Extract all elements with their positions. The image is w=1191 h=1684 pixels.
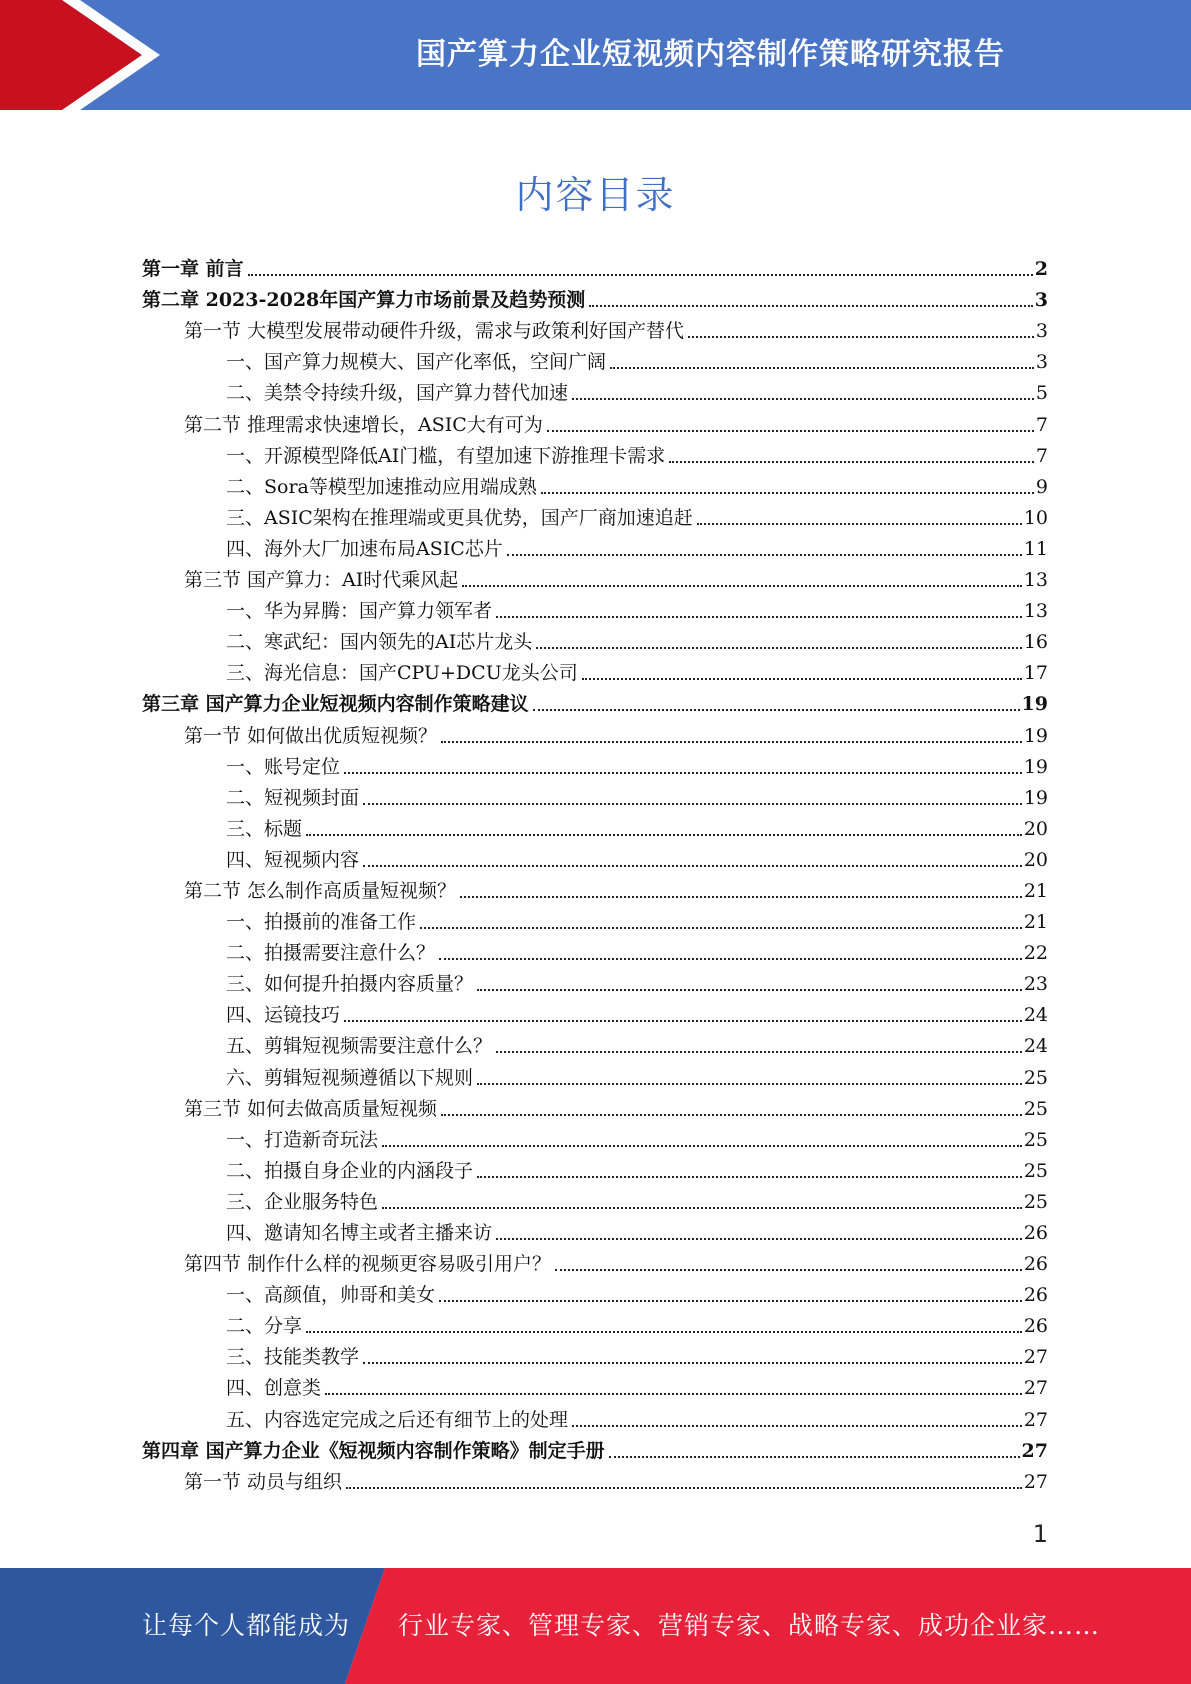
toc-entry-page: 19 bbox=[1021, 693, 1048, 716]
toc-dot-leader bbox=[477, 1073, 1022, 1085]
toc-subsection-entry[interactable] bbox=[142, 937, 1048, 968]
toc-dot-leader bbox=[582, 668, 1022, 680]
toc-dot-leader bbox=[439, 1290, 1022, 1302]
toc-dot-leader bbox=[477, 979, 1022, 991]
toc-entry-page: 23 bbox=[1023, 973, 1048, 996]
toc-entry-page: 20 bbox=[1023, 848, 1048, 871]
toc-entry-label: 第一节 如何做出优质短视频？ bbox=[184, 724, 438, 747]
toc-entry-page: 19 bbox=[1023, 786, 1048, 809]
toc-dot-leader bbox=[669, 451, 1034, 463]
toc-dot-leader bbox=[496, 1228, 1022, 1240]
toc-entry-page: 5 bbox=[1035, 382, 1048, 405]
toc-dot-leader bbox=[536, 637, 1022, 649]
toc-heading: 内容目录 bbox=[515, 173, 676, 217]
toc-subsection-entry[interactable] bbox=[142, 782, 1048, 813]
toc-entry-page: 24 bbox=[1023, 1004, 1048, 1027]
toc-dot-leader bbox=[460, 886, 1022, 898]
toc-chapter-entry[interactable] bbox=[142, 1435, 1048, 1466]
toc-entry-label: 四、短视频内容 bbox=[226, 848, 360, 871]
toc-subsection-entry[interactable] bbox=[142, 844, 1048, 875]
toc-entry-page: 7 bbox=[1035, 413, 1048, 436]
toc-entry-label: 第一节 大模型发展带动硬件升级，需求与政策利好国产替代 bbox=[184, 320, 685, 343]
footer-slogan-right: 行业专家、管理专家、营销专家、战略专家、成功企业家…… bbox=[398, 1611, 1101, 1640]
toc-subsection-entry[interactable] bbox=[142, 906, 1048, 937]
toc-entry-page: 25 bbox=[1023, 1159, 1048, 1182]
toc-entry-page: 19 bbox=[1023, 724, 1048, 747]
toc-entry-label: 四、海外大厂加速布局ASIC芯片 bbox=[226, 537, 503, 560]
toc-entry-page: 9 bbox=[1035, 475, 1048, 498]
toc-subsection-entry[interactable] bbox=[142, 471, 1048, 502]
toc-subsection-entry[interactable] bbox=[142, 813, 1048, 844]
toc-section-entry[interactable] bbox=[142, 1466, 1048, 1497]
table-of-contents bbox=[142, 253, 1048, 1497]
toc-entry-page: 16 bbox=[1023, 631, 1048, 654]
toc-dot-leader bbox=[541, 482, 1034, 494]
toc-entry-label: 二、短视频封面 bbox=[226, 786, 360, 809]
report-title: 国产算力企业短视频内容制作策略研究报告 bbox=[416, 37, 1005, 72]
toc-subsection-entry[interactable] bbox=[142, 440, 1048, 471]
toc-dot-leader bbox=[533, 699, 1020, 711]
toc-dot-leader bbox=[697, 513, 1022, 525]
page-number: 1 bbox=[1032, 1520, 1048, 1548]
toc-section-entry[interactable] bbox=[142, 564, 1048, 595]
toc-subsection-entry[interactable] bbox=[142, 1217, 1048, 1248]
toc-subsection-entry[interactable] bbox=[142, 346, 1048, 377]
toc-entry-page: 27 bbox=[1021, 1439, 1048, 1462]
toc-subsection-entry[interactable] bbox=[142, 1341, 1048, 1372]
toc-entry-page: 25 bbox=[1023, 1190, 1048, 1213]
toc-entry-page: 22 bbox=[1023, 942, 1048, 965]
toc-dot-leader bbox=[363, 793, 1022, 805]
toc-dot-leader bbox=[477, 1166, 1022, 1178]
toc-entry-label: 六、剪辑短视频遵循以下规则 bbox=[226, 1066, 474, 1089]
toc-entry-page: 27 bbox=[1023, 1377, 1048, 1400]
toc-entry-page: 17 bbox=[1023, 662, 1048, 685]
toc-dot-leader bbox=[496, 1041, 1022, 1053]
toc-dot-leader bbox=[346, 1477, 1022, 1489]
toc-entry-page: 20 bbox=[1023, 817, 1048, 840]
toc-subsection-entry[interactable] bbox=[142, 1030, 1048, 1061]
toc-entry-label: 三、标题 bbox=[226, 817, 303, 840]
toc-entry-label: 第一章 前言 bbox=[142, 258, 244, 281]
toc-subsection-entry[interactable] bbox=[142, 626, 1048, 657]
toc-entry-page: 25 bbox=[1023, 1066, 1048, 1089]
toc-dot-leader bbox=[547, 420, 1034, 432]
toc-entry-label: 第二节 推理需求快速增长，ASIC大有可为 bbox=[184, 413, 543, 436]
toc-entry-label: 一、拍摄前的准备工作 bbox=[226, 911, 417, 934]
toc-entry-page: 13 bbox=[1023, 569, 1048, 592]
toc-dot-leader bbox=[572, 1415, 1022, 1427]
toc-entry-label: 二、Sora等模型加速推动应用端成熟 bbox=[226, 475, 537, 498]
toc-dot-leader bbox=[441, 1104, 1022, 1116]
toc-dot-leader bbox=[363, 1352, 1022, 1364]
toc-chapter-entry[interactable] bbox=[142, 688, 1048, 719]
toc-entry-page: 13 bbox=[1023, 600, 1048, 623]
toc-subsection-entry[interactable] bbox=[142, 1279, 1048, 1310]
toc-entry-label: 三、技能类教学 bbox=[226, 1346, 360, 1369]
toc-subsection-entry[interactable] bbox=[142, 968, 1048, 999]
toc-section-entry[interactable] bbox=[142, 875, 1048, 906]
toc-entry-label: 第二节 怎么制作高质量短视频？ bbox=[184, 879, 457, 902]
toc-chapter-entry[interactable] bbox=[142, 253, 1048, 284]
toc-dot-leader bbox=[344, 1010, 1022, 1022]
toc-subsection-entry[interactable] bbox=[142, 1372, 1048, 1403]
toc-subsection-entry[interactable] bbox=[142, 657, 1048, 688]
toc-dot-leader bbox=[589, 295, 1033, 307]
toc-dot-leader bbox=[441, 731, 1022, 743]
toc-entry-page: 10 bbox=[1023, 506, 1048, 529]
toc-entry-page: 27 bbox=[1023, 1408, 1048, 1431]
toc-entry-page: 25 bbox=[1023, 1128, 1048, 1151]
toc-entry-label: 三、ASIC架构在推理端或更具优势，国产厂商加速追赶 bbox=[226, 506, 693, 529]
toc-entry-label: 二、拍摄自身企业的内涵段子 bbox=[226, 1159, 474, 1182]
toc-entry-page: 2 bbox=[1034, 258, 1048, 281]
toc-entry-page: 3 bbox=[1035, 320, 1048, 343]
toc-entry-label: 二、拍摄需要注意什么？ bbox=[226, 942, 436, 965]
toc-dot-leader bbox=[248, 264, 1033, 276]
toc-entry-page: 25 bbox=[1023, 1097, 1048, 1120]
toc-entry-page: 7 bbox=[1035, 444, 1048, 467]
toc-subsection-entry[interactable] bbox=[142, 751, 1048, 782]
toc-subsection-entry[interactable] bbox=[142, 1155, 1048, 1186]
footer-slogan-left: 让每个人都能成为 bbox=[142, 1611, 351, 1640]
page-footer bbox=[0, 1568, 1191, 1684]
toc-section-entry[interactable] bbox=[142, 315, 1048, 346]
toc-entry-page: 21 bbox=[1023, 911, 1048, 934]
toc-dot-leader bbox=[572, 388, 1034, 400]
toc-entry-label: 第四节 制作什么样的视频更容易吸引用户？ bbox=[184, 1253, 552, 1276]
toc-dot-leader bbox=[555, 1259, 1022, 1271]
toc-entry-label: 第二章 2023-2028年国产算力市场前景及趋势预测 bbox=[142, 289, 586, 312]
toc-entry-page: 3 bbox=[1034, 289, 1048, 312]
page-header bbox=[0, 0, 1191, 110]
toc-dot-leader bbox=[688, 326, 1034, 338]
toc-entry-label: 一、打造新奇玩法 bbox=[226, 1128, 379, 1151]
toc-dot-leader bbox=[496, 606, 1022, 618]
toc-entry-label: 四、创意类 bbox=[226, 1377, 322, 1400]
toc-dot-leader bbox=[462, 575, 1022, 587]
toc-entry-label: 第一节 动员与组织 bbox=[184, 1470, 343, 1493]
toc-dot-leader bbox=[609, 1446, 1020, 1458]
toc-entry-label: 一、开源模型降低AI门槛，有望加速下游推理卡需求 bbox=[226, 444, 666, 467]
toc-entry-label: 第三节 国产算力：AI时代乘风起 bbox=[184, 569, 459, 592]
toc-entry-label: 二、美禁令持续升级，国产算力替代加速 bbox=[226, 382, 569, 405]
toc-entry-label: 三、海光信息：国产CPU+DCU龙头公司 bbox=[226, 662, 578, 685]
toc-entry-page: 26 bbox=[1023, 1253, 1048, 1276]
toc-entry-page: 27 bbox=[1023, 1346, 1048, 1369]
toc-entry-page: 11 bbox=[1023, 537, 1048, 560]
toc-subsection-entry[interactable] bbox=[142, 1403, 1048, 1434]
toc-entry-label: 三、企业服务特色 bbox=[226, 1190, 379, 1213]
toc-entry-page: 3 bbox=[1035, 351, 1048, 374]
toc-entry-page: 26 bbox=[1023, 1284, 1048, 1307]
toc-subsection-entry[interactable] bbox=[142, 1186, 1048, 1217]
toc-entry-label: 第四章 国产算力企业《短视频内容制作策略》制定手册 bbox=[142, 1439, 605, 1462]
toc-dot-leader bbox=[325, 1383, 1022, 1395]
toc-entry-page: 21 bbox=[1023, 879, 1048, 902]
toc-entry-label: 一、账号定位 bbox=[226, 755, 341, 778]
toc-section-entry[interactable] bbox=[142, 1093, 1048, 1124]
toc-entry-label: 一、华为昇腾：国产算力领军者 bbox=[226, 600, 493, 623]
toc-chapter-entry[interactable] bbox=[142, 284, 1048, 315]
toc-subsection-entry[interactable] bbox=[142, 1061, 1048, 1092]
toc-entry-label: 第三章 国产算力企业短视频内容制作策略建议 bbox=[142, 693, 529, 716]
toc-entry-label: 第三节 如何去做高质量短视频 bbox=[184, 1097, 438, 1120]
toc-entry-label: 一、国产算力规模大、国产化率低，空间广阔 bbox=[226, 351, 607, 374]
toc-entry-page: 26 bbox=[1023, 1222, 1048, 1244]
toc-subsection-entry[interactable] bbox=[142, 1310, 1048, 1341]
toc-entry-label: 五、内容选定完成之后还有细节上的处理 bbox=[226, 1408, 569, 1431]
toc-dot-leader bbox=[344, 762, 1022, 774]
toc-section-entry[interactable] bbox=[142, 1248, 1048, 1279]
toc-dot-leader bbox=[306, 824, 1022, 836]
toc-dot-leader bbox=[420, 917, 1022, 929]
toc-subsection-entry[interactable] bbox=[142, 999, 1048, 1030]
toc-dot-leader bbox=[363, 855, 1022, 867]
toc-subsection-entry[interactable] bbox=[142, 377, 1048, 408]
toc-entry-label: 二、寒武纪：国内领先的AI芯片龙头 bbox=[226, 631, 533, 654]
toc-entry-label: 三、如何提升拍摄内容质量？ bbox=[226, 973, 474, 996]
toc-dot-leader bbox=[382, 1197, 1022, 1209]
toc-dot-leader bbox=[439, 948, 1022, 960]
toc-section-entry[interactable] bbox=[142, 408, 1048, 439]
toc-dot-leader bbox=[382, 1135, 1022, 1147]
toc-entry-label: 四、运镜技巧 bbox=[226, 1004, 341, 1027]
toc-entry-page: 24 bbox=[1023, 1035, 1048, 1058]
toc-dot-leader bbox=[306, 1321, 1022, 1333]
toc-dot-leader bbox=[507, 544, 1022, 556]
toc-subsection-entry[interactable] bbox=[142, 595, 1048, 626]
toc-entry-label: 二、分享 bbox=[226, 1315, 303, 1338]
toc-section-entry[interactable] bbox=[142, 719, 1048, 750]
toc-entry-label: 四、邀请知名博主或者主播来访 bbox=[226, 1222, 493, 1244]
toc-entry-label: 一、高颜值，帅哥和美女 bbox=[226, 1284, 436, 1307]
toc-subsection-entry[interactable] bbox=[142, 533, 1048, 564]
toc-subsection-entry[interactable] bbox=[142, 502, 1048, 533]
toc-entry-page: 26 bbox=[1023, 1315, 1048, 1338]
toc-entry-page: 27 bbox=[1023, 1470, 1048, 1493]
toc-entry-page: 19 bbox=[1023, 755, 1048, 778]
toc-entry-label: 五、剪辑短视频需要注意什么？ bbox=[226, 1035, 493, 1058]
toc-subsection-entry[interactable] bbox=[142, 1124, 1048, 1155]
toc-dot-leader bbox=[610, 357, 1034, 369]
